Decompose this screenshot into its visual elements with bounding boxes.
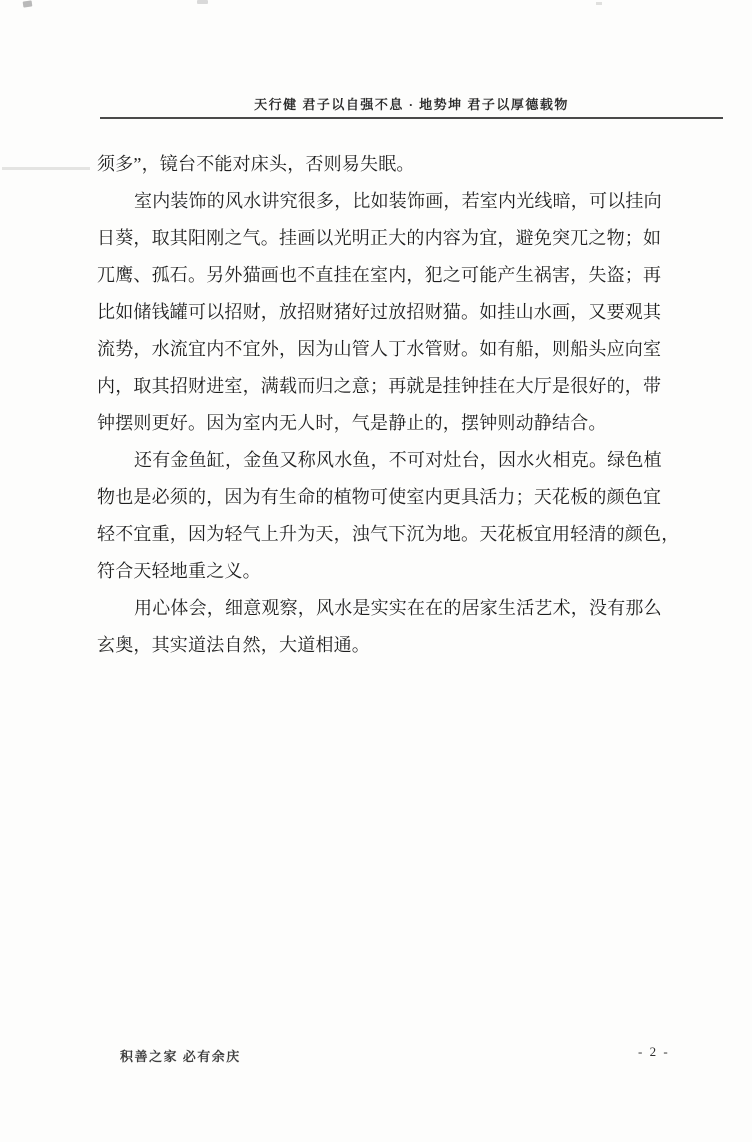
text-line: 玄奥，其实道法自然，大道相通。 [97, 635, 370, 655]
text-line: 兀鹰、孤石。另外猫画也不直挂在室内，犯之可能产生祸害，失盗；再 [97, 265, 662, 285]
text-line: 流势，水流宜内不宜外，因为山管人丁水管财。如有船，则船头应向室 [97, 339, 662, 359]
text-line: 室内装饰的风水讲究很多，比如装饰画，若室内光线暗，可以挂向 [134, 191, 662, 211]
header-rule [100, 117, 723, 119]
text-line: 内，取其招财进室，满载而归之意；再就是挂钟挂在大厅是很好的，带 [97, 376, 662, 396]
footer-motto: 积善之家 必有余庆 [120, 1049, 241, 1064]
page-header [100, 96, 723, 119]
text-line: 还有金鱼缸，金鱼又称风水鱼，不可对灶台，因水火相克。绿色植 [134, 450, 662, 470]
text-line: 须多”，镜台不能对床头，否则易失眠。 [97, 154, 415, 174]
text-line: 用心体会，细意观察，风水是实实在在的居家生活艺术，没有那么 [134, 598, 662, 618]
text-line: 物也是必须的，因为有生命的植物可使室内更具活力；天花板的颜色宜 [97, 487, 662, 507]
scan-artifact [23, 0, 33, 7]
scan-artifact [197, 0, 208, 4]
scan-artifact [596, 2, 602, 5]
page-number: - 2 - [638, 1044, 670, 1059]
header-motto: 天行健 君子以自强不息 · 地势坤 君子以厚德载物 [254, 97, 569, 112]
scan-artifact [2, 167, 90, 170]
text-line: 符合天轻地重之义。 [97, 561, 261, 581]
text-line: 日葵，取其阳刚之气。挂画以光明正大的内容为宜，避免突兀之物；如 [97, 228, 662, 248]
text-line: 比如储钱罐可以招财，放招财猪好过放招财猫。如挂山水画，又要观其 [97, 302, 662, 322]
body-text [97, 146, 680, 664]
text-line: 钟摆则更好。因为室内无人时，气是静止的，摆钟则动静结合。 [97, 413, 607, 433]
text-line: 轻不宜重，因为轻气上升为天，浊气下沉为地。天花板宜用轻清的颜色， [97, 524, 680, 544]
